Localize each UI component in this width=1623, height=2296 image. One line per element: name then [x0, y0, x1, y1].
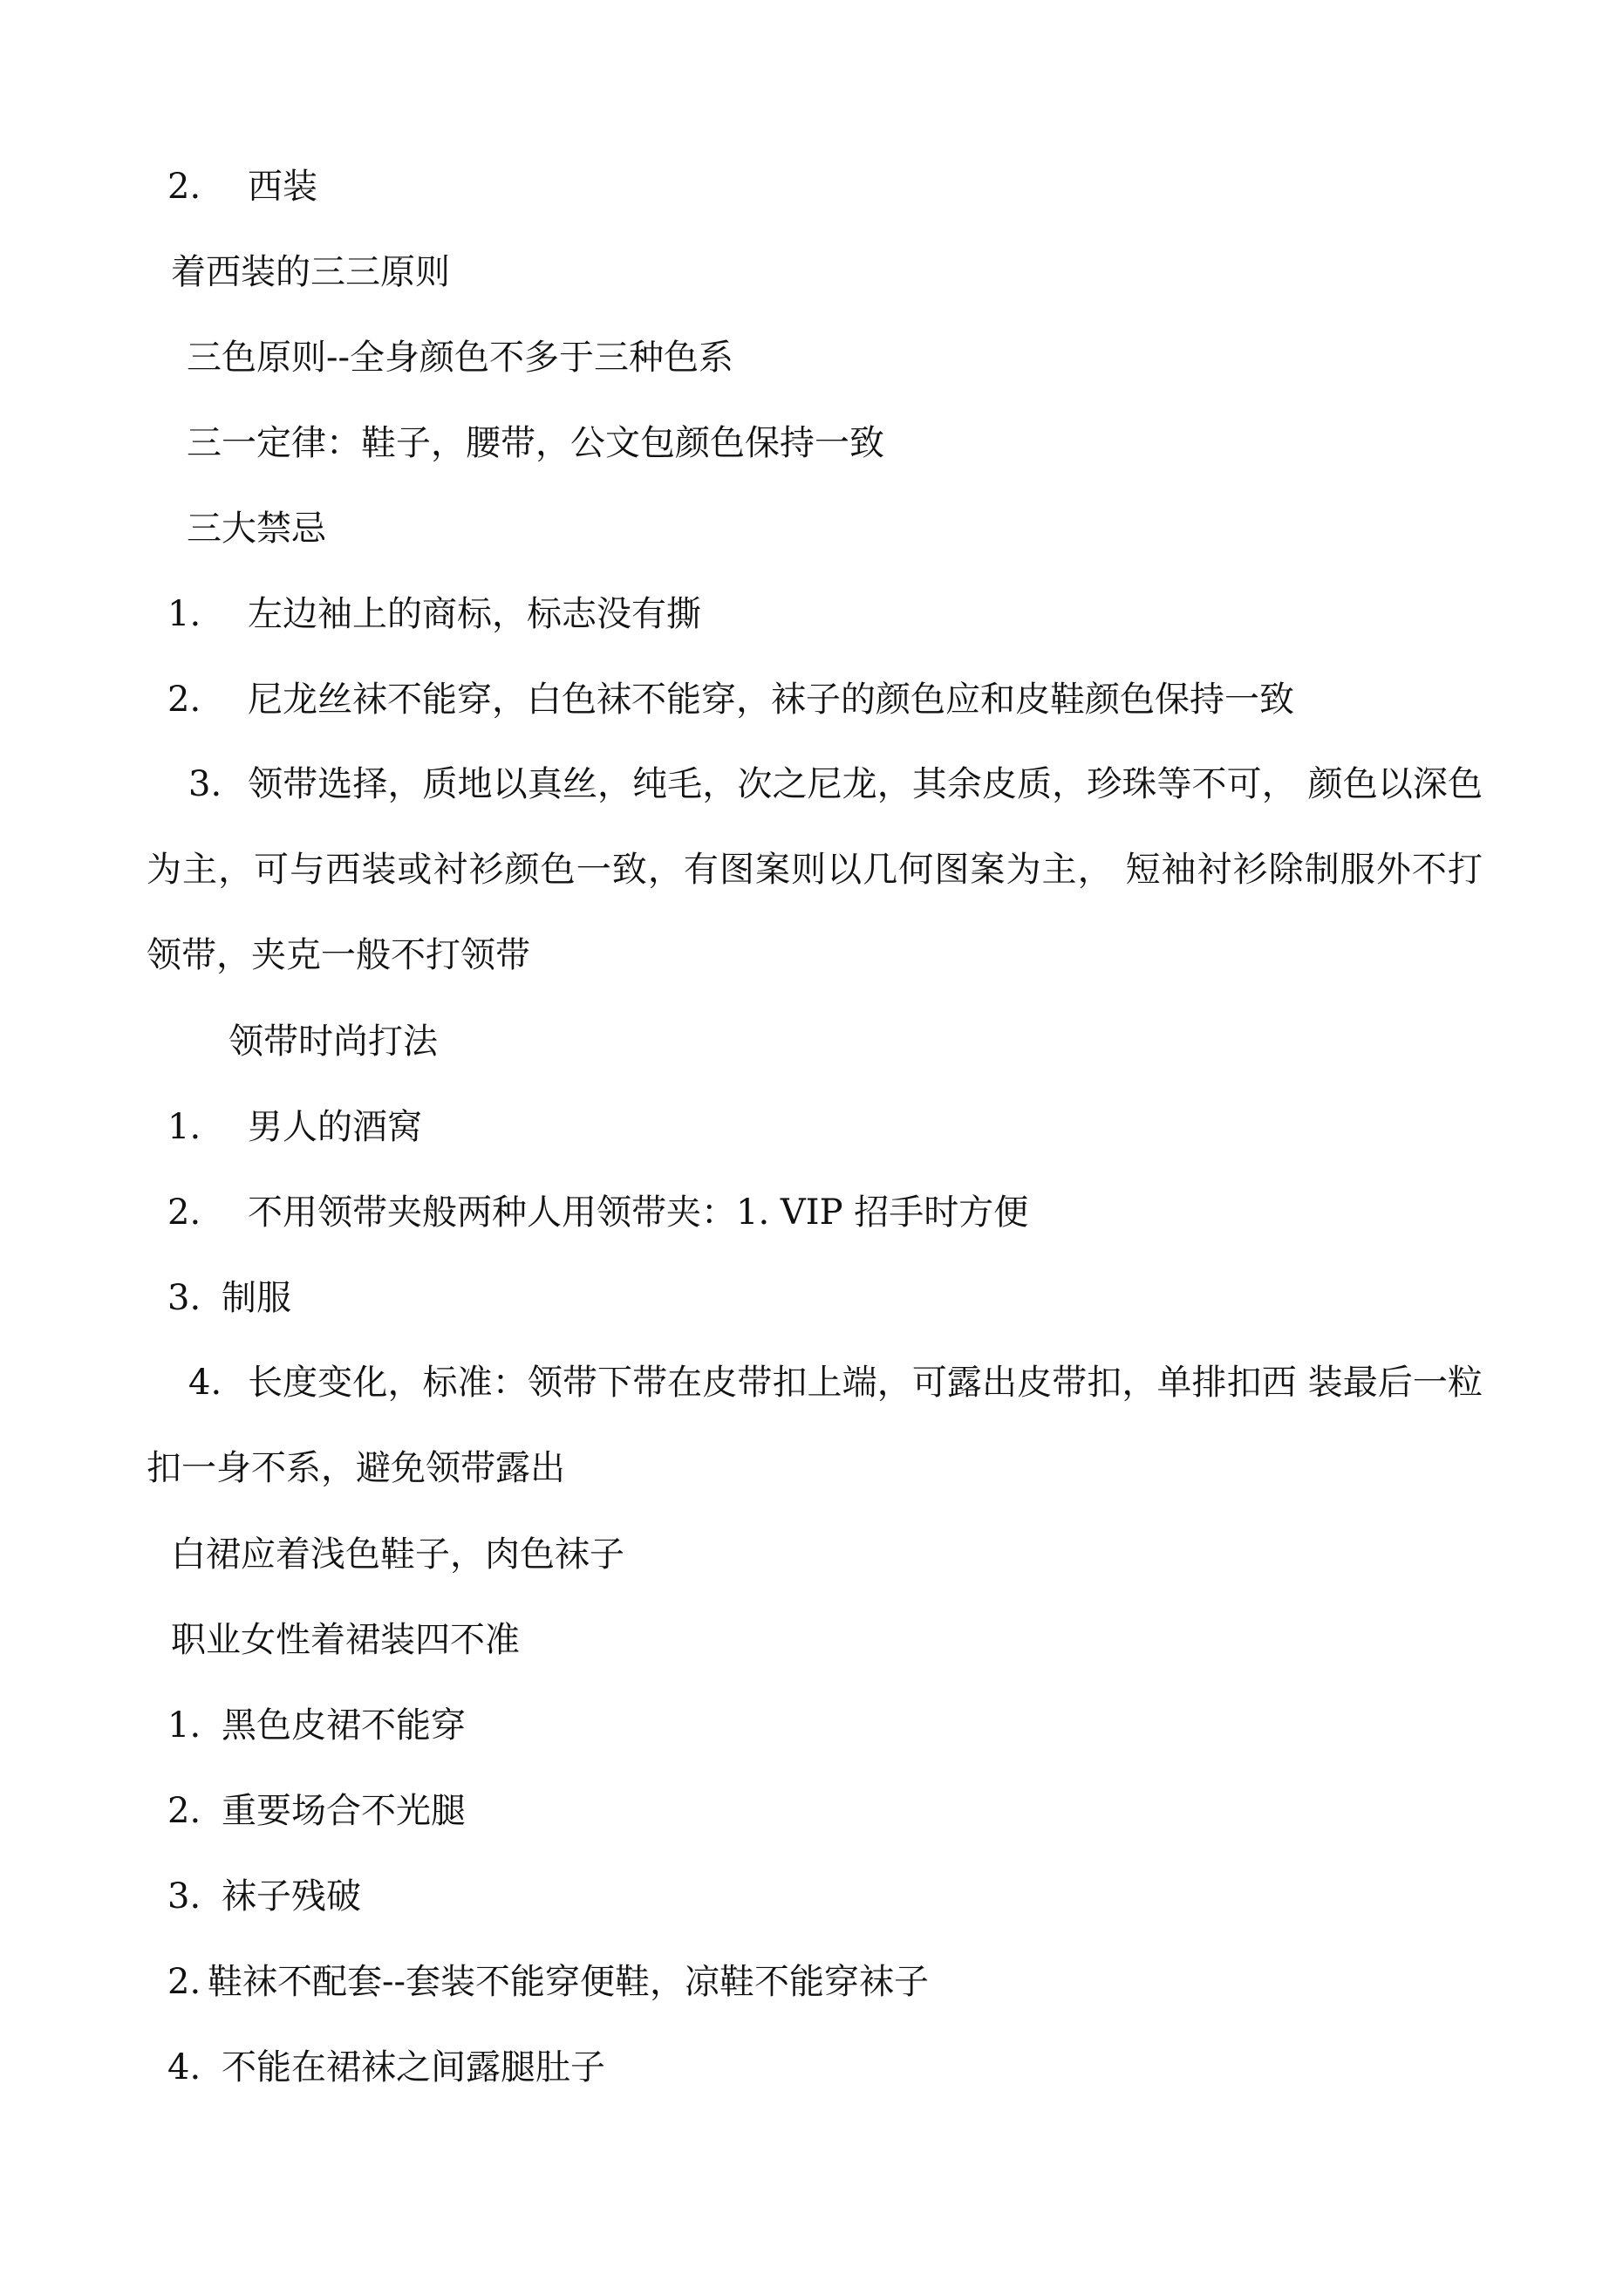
list-item [167, 1874, 361, 1919]
line-text: 领带选择，质地以真丝，纯毛，次之尼龙，其余皮质，珍珠等不可， 颜色以深色为主，可与西装或衬衫颜色一致，有图案则以几何图案为主， 短袖衬衫除制服外不打领带，夹克一般不打领带 [147, 764, 1483, 975]
line-text: 袜子残破 [222, 1876, 361, 1917]
line-text: 不能在裙袜之间露腿肚子 [222, 2047, 605, 2088]
line-text: 白裙应着浅色鞋子，肉色袜子 [171, 1534, 624, 1575]
paragraph-line [187, 335, 733, 380]
list-number: 2. [167, 680, 201, 720]
list-number: 4. [167, 2047, 201, 2088]
list-item [167, 677, 1294, 722]
line-text: 男人的酒窝 [248, 1107, 422, 1147]
list-number: 3. [167, 1278, 201, 1318]
line-text: 三色原则--全身颜色不多于三种色系 [187, 338, 734, 378]
paragraph-line [228, 1019, 438, 1064]
line-text: 不用领带夹般两种人用领带夹：1. VIP 招手时方便 [248, 1192, 1029, 1233]
list-number: 3. [188, 764, 222, 804]
line-text: 制服 [222, 1278, 291, 1318]
list-number: 1. [167, 1107, 201, 1147]
list-number: 1. [167, 594, 201, 634]
list-item [167, 2045, 605, 2090]
subheading-skirt-rules [171, 1617, 520, 1663]
paragraph-line [187, 420, 884, 466]
line-text: 重要场合不光腿 [222, 1791, 466, 1831]
line-text: 着西装的三三原则 [171, 252, 450, 292]
list-item [167, 1959, 929, 2005]
list-number: 2. [167, 1791, 201, 1831]
list-item-wrapped [147, 1340, 1483, 1511]
line-text: 职业女性着裙装四不准 [171, 1620, 520, 1660]
heading-suit [167, 164, 317, 209]
list-number: 1. [167, 1705, 201, 1746]
paragraph-line [187, 506, 326, 551]
line-text: 鞋袜不配套--套装不能穿便鞋，凉鞋不能穿袜子 [208, 1962, 930, 2002]
list-item [167, 1190, 1028, 1235]
list-item [167, 591, 701, 637]
list-item-wrapped [147, 741, 1483, 998]
line-text: 三大禁忌 [187, 509, 326, 549]
paragraph-line [171, 1532, 624, 1577]
line-text: 尼龙丝袜不能穿，白色袜不能穿，袜子的颜色应和皮鞋颜色保持一致 [248, 680, 1294, 720]
line-text: 西装 [248, 167, 317, 207]
line-text: 长度变化，标准：领带下带在皮带扣上端，可露出皮带扣，单排扣西 装最后一粒扣一身不系，避免领带露出 [147, 1363, 1483, 1488]
list-item [167, 1703, 466, 1748]
line-text: 黑色皮裙不能穿 [222, 1705, 466, 1746]
list-number: 4. [188, 1363, 222, 1403]
list-item [167, 1275, 291, 1321]
list-number: 2. [167, 1962, 201, 2002]
line-text: 三一定律：鞋子，腰带，公文包颜色保持一致 [187, 423, 884, 463]
subheading-three-principles [171, 249, 450, 295]
list-number: 2. [167, 167, 201, 207]
list-item [167, 1788, 466, 1834]
list-item [167, 1104, 422, 1150]
list-number: 2. [167, 1192, 201, 1233]
list-number: 3. [167, 1876, 201, 1917]
line-text: 领带时尚打法 [228, 1022, 438, 1062]
line-text: 左边袖上的商标，标志没有撕 [248, 594, 701, 634]
